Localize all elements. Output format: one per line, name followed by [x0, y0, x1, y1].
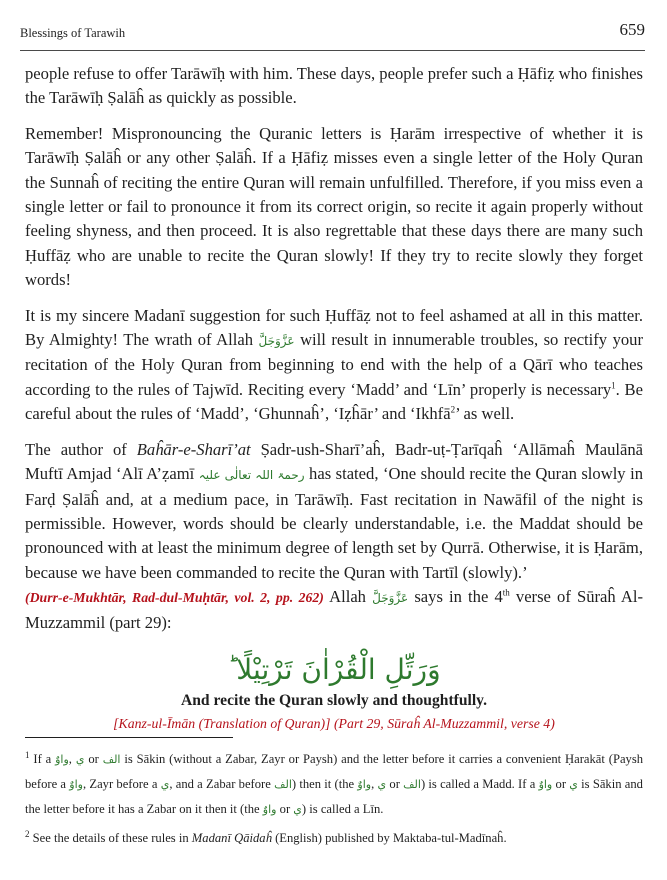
honorific-glyph: عَزَّوَجَلَّ: [258, 334, 295, 349]
book-title: Madanī Qāidaĥ: [191, 831, 272, 845]
text-segment: or: [555, 777, 567, 791]
honorific-glyph: عَزَّوَجَلَّ: [372, 591, 409, 606]
footnote-number: 1: [25, 749, 30, 760]
arabic-letter: ي: [75, 753, 85, 766]
text-segment: Ṣadr-ush-Sharī’aĥ, Badr-uṭ-Ṭarīqaĥ ‘Allāmaĥ Maulānā Muftī Amjad ‘Alī A’ẓamī: [25, 439, 643, 484]
text-segment: verse of Sūraĥ Al-Muzzammil (part 29):: [25, 587, 644, 632]
text-segment: , Zayr before a: [82, 777, 158, 791]
arabic-letter: ي: [377, 778, 387, 791]
text-segment: or: [88, 752, 99, 766]
arabic-letter: ي: [293, 803, 302, 816]
page-header: [20, 20, 645, 44]
header-divider: [20, 50, 645, 51]
book-title: Baĥār-e-Sharī’at: [136, 439, 251, 459]
running-title: Blessings of Tarawih: [20, 26, 126, 40]
text-segment: ,: [371, 777, 375, 791]
text-segment: . Be careful about the rules of ‘Madd’, ‘Ghunnaĥ’, ‘Iẓĥār’ and ‘Ikhfā: [25, 379, 643, 424]
arabic-letter: الف: [274, 778, 292, 791]
text-segment: says in the 4: [414, 587, 503, 607]
arabic-letter: ي: [569, 778, 578, 791]
paragraph-2: Remember! Mispronouncing the Quranic letters is Ḥarām irrespective of whether it is Tarāwīḥ Ṣalāĥ or any other Ṣalāĥ. If a Ḥāfiẓ misses even a single letter of the Holy Quran the Sunnaĥ of reciting the entire Quran will remain unfulfilled. Therefore, if you miss even a single letter or fail to pronounce it from its correct origin, so recite it again properly without feeling shyness, and then proceed. It is also regrettable that these days there are many such Ḥuffāẓ who are unable to recite the Quran slowly! If they try to recite slowly they forget words!: [25, 123, 643, 290]
text-segment: ) then it (the: [291, 777, 355, 791]
footnote-marker-2[interactable]: 2: [450, 404, 456, 415]
page-body: [25, 62, 643, 732]
quran-verse-arabic: وَرَتِّلِ الْقُرْاٰنَ تَرْتِيْلًا ؕ: [227, 652, 441, 686]
text-segment: See the details of these rules in: [32, 831, 189, 845]
paragraph-4: [25, 438, 643, 635]
arabic-letter: واوٌ: [55, 753, 69, 766]
footnote-divider: [25, 737, 233, 738]
verse-translation: And recite the Quran slowly and thoughtfully.: [181, 691, 487, 709]
arabic-letter: الف: [102, 753, 121, 766]
arabic-letter: واوٌ: [357, 778, 372, 791]
text-segment: will result in innumerable troubles, so rectify your recitation of the Holy Quran from beginning to end with the help of a Qārī who teaches according to the rules of Tajwīd. Reciting every ‘Madd’ and ‘Līn’ properly is necessary: [25, 330, 643, 399]
arabic-letter: الف: [403, 778, 421, 791]
text-segment: ,: [68, 752, 72, 766]
text-segment: If a: [33, 752, 52, 766]
text-segment: or: [389, 777, 400, 791]
text-segment: , and a Zabar before: [169, 777, 271, 791]
footnote-2: [25, 826, 643, 851]
paragraph-3: [25, 304, 643, 427]
arabic-letter: ي: [160, 778, 170, 791]
citation: (Durr-e-Mukhtār, Rad-dul-Muḥtār, vol. 2, pp. 262): [25, 590, 324, 606]
text-segment: ’ as well.: [455, 404, 515, 424]
text-segment: The author of: [25, 439, 127, 459]
footnote-marker-1[interactable]: 1: [611, 380, 616, 391]
page-number: 659: [619, 20, 645, 39]
text-segment: is Sākin and the letter before it has a Zabar on it then it (the: [25, 777, 643, 816]
footnote-1: [25, 747, 643, 822]
text-segment: ) is called a Madd. If a: [420, 777, 536, 791]
footnotes: [25, 747, 643, 855]
ordinal-suffix: th: [502, 587, 510, 598]
text-segment: has stated, ‘One should recite the Quran slowly in Farḍ Ṣalāĥ and, at a medium pace, in Tarāwīḥ. Fast recitation in Nawāfil of the night is permissible. However, words should be clearly understandable, i.e. the Maddat should be pronounced with at least the minimum degree of length set by Qurrā. Otherwise, it is Ḥarām, because we have been commanded to recite the Quran with Tartīl (slowly).’: [25, 464, 643, 582]
arabic-letter: واوٌ: [538, 778, 553, 791]
text-segment: It is my sincere Madanī suggestion for such Ḥuffāẓ not to feel ashamed at all in this matter. By Almighty! The wrath of Allah: [25, 305, 643, 350]
paragraph-1: people refuse to offer Tarāwīḥ with him. These days, people prefer such a Ḥāfiẓ who finishes the Tarāwīḥ Ṣalāĥ as quickly as possible.: [25, 64, 643, 108]
text-segment: or: [279, 802, 291, 816]
text-segment: (English) published by Maktaba-tul-Madīnaĥ.: [275, 831, 507, 845]
text-segment: is Sākin (without a Zabar, Zayr or Paysh) and the letter before it carries a convenient Ḥarakāt (Paysh before a: [25, 752, 644, 791]
text-segment: ) is called a Līn.: [301, 802, 384, 816]
arabic-letter: واوٌ: [69, 778, 83, 791]
footnote-number: 2: [25, 828, 30, 839]
verse-reference: [Kanz-ul-Īmān (Translation of Quran)] (Part 29, Sūraĥ Al-Muzzammil, verse 4): [113, 715, 555, 731]
arabic-letter: واوٌ: [262, 803, 277, 816]
honorific-glyph: رحمۃ اللہ تعالٰی علیہ: [198, 468, 305, 483]
text-segment: Allah: [329, 587, 366, 607]
